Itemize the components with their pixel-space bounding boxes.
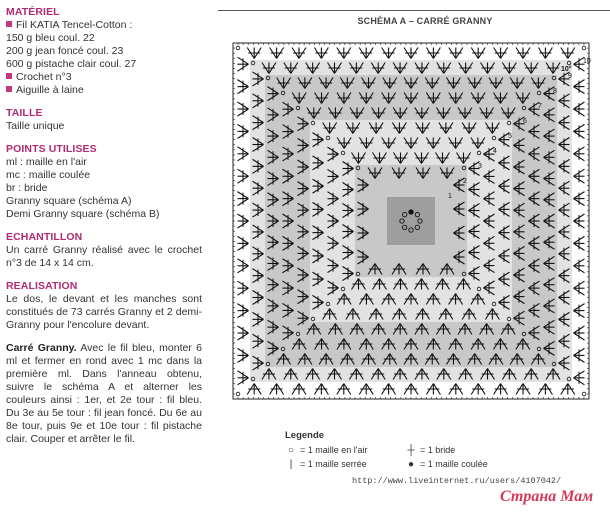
slip-stitch-icon: ● <box>407 459 415 470</box>
realisation-text: Le dos, le devant et les manches sont constitués de 73 carrés Granny et 2 demi-Granny pour l'encolure devant. <box>6 293 202 331</box>
materiel-item <box>6 58 206 71</box>
carre-granny-text: Avec le fil bleu, monter 6 ml et fermer en rond avec 1 mc dans la première ml. Dans l'anneau obtenu, suivre le schéma A et alterner les couleurs ainsi : 1er, et 2e tour : fil bleu. Du 3e au 5e tour : fil jean foncé. Du 6e au 8e tour, puis 9e et 10e tour : fil pistache clair. Couper et arrêter le fil. <box>6 342 202 445</box>
pattern-text-column <box>6 6 206 446</box>
points-line: br : bride <box>6 182 48 194</box>
materiel-item-text: Fil KATIA Tencel-Cotton : <box>16 19 133 31</box>
round-number-label: 4 <box>493 148 497 155</box>
legend-treble <box>405 445 455 456</box>
slip-stitch-icon <box>409 210 413 214</box>
center-band <box>387 197 435 245</box>
round-number-label: 7 <box>538 103 542 110</box>
echantillon-heading: ECHANTILLON <box>6 231 83 243</box>
legend-slip <box>405 459 488 470</box>
materiel-heading: MATÉRIEL <box>6 6 60 18</box>
legend-single <box>285 459 367 470</box>
chart-title: SCHÉMA A – CARRÉ GRANNY <box>357 16 493 26</box>
bullet-icon <box>6 86 12 92</box>
materiel-list <box>6 19 206 97</box>
points-line: ml : maille en l'air <box>6 156 87 168</box>
points-line: Demi Granny square (schéma B) <box>6 208 160 220</box>
points-heading: POINTS UTILISES <box>6 143 97 155</box>
round-number-label: 5 <box>508 133 512 140</box>
realisation-heading: REALISATION <box>6 280 78 292</box>
round-number-label: 3 <box>478 163 482 170</box>
materiel-item <box>6 32 206 45</box>
round-number-label: 6 <box>523 118 527 125</box>
points-line: mc : maille coulée <box>6 169 91 181</box>
legend-slip-text: = 1 maille coulée <box>420 459 488 469</box>
round-number-label: 10 <box>583 58 591 65</box>
round-number-label: 2 <box>463 178 467 185</box>
taille-text: Taille unique <box>6 120 65 132</box>
round-number-label: 9 <box>568 73 572 80</box>
echantillon-text: Un carré Granny réalisé avec le crochet n°3 de 14 x 14 cm. <box>6 244 202 269</box>
materiel-item-text: 150 g bleu coul. 22 <box>6 32 95 44</box>
materiel-item-text: Crochet n°3 <box>16 71 72 83</box>
legend-treble-text: = 1 bride <box>420 445 456 455</box>
watermark-logo: Страна Мам <box>500 488 594 505</box>
materiel-item-text: 200 g jean foncé coul. 23 <box>6 45 124 57</box>
granny-square-diagram <box>226 36 596 406</box>
materiel-item <box>6 45 206 58</box>
bullet-icon <box>6 73 12 79</box>
legend-chain-text: = 1 maille en l'air <box>300 445 368 455</box>
single-crochet-icon: | <box>289 459 293 470</box>
legend-title: Legende <box>285 430 325 441</box>
carre-granny-title: Carré Granny. <box>6 342 77 354</box>
materiel-item <box>6 71 206 84</box>
materiel-item <box>6 19 206 32</box>
carre-granny-instructions <box>6 342 202 446</box>
points-line: Granny square (schéma A) <box>6 195 132 207</box>
legend-chain <box>285 445 368 456</box>
header-rule <box>218 10 610 11</box>
bullet-icon <box>6 21 12 27</box>
legend-single-text: = 1 maille serrée <box>300 459 367 469</box>
chain-stitch-icon: ○ <box>287 445 295 456</box>
round-number-label: 8 <box>553 88 557 95</box>
round-start-label: 10° <box>561 66 572 73</box>
materiel-item-text: Aiguille à laine <box>16 84 84 96</box>
round-number-label: 1 <box>448 193 452 200</box>
legend <box>285 430 565 473</box>
treble-stitch-icon: ┼ <box>407 445 415 456</box>
taille-heading: TAILLE <box>6 107 43 119</box>
watermark-url: http://www.liveinternet.ru/users/4107042/ <box>352 476 562 486</box>
materiel-item-text: 600 g pistache clair coul. 27 <box>6 58 137 70</box>
materiel-item <box>6 84 206 97</box>
